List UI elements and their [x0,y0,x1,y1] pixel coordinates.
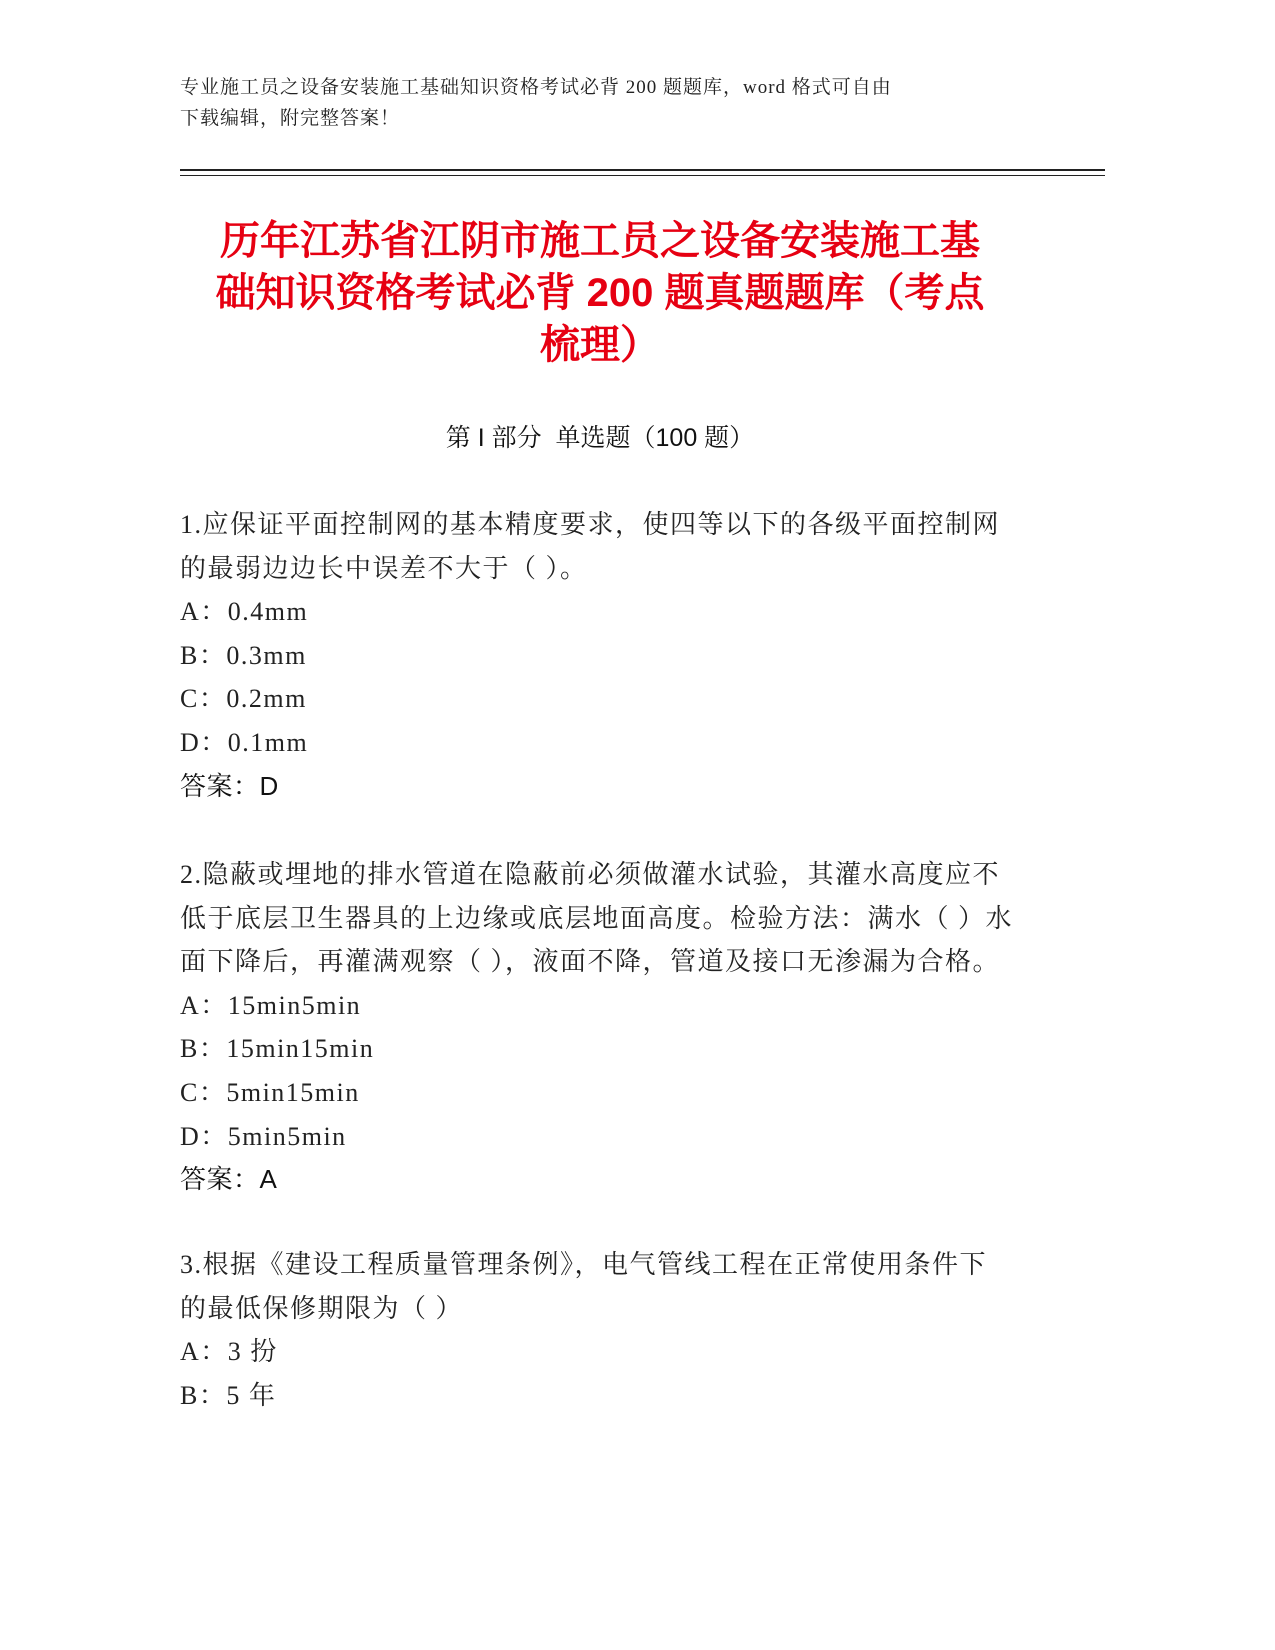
answer-label: 答案：A [180,1164,278,1195]
question-2 [180,853,1080,1202]
option-a: A：15min5min [180,990,362,1020]
option-b: B：5 年 [180,1380,277,1410]
question-stem-line: 面下降后，再灌满观察（ ），液面不降，管道及接口无渗漏为合格。 [180,947,1001,977]
page-title [180,215,1020,371]
question-stem-line: 的最低保修期限为（ ） [180,1293,464,1323]
option-d: D：5min5min [180,1121,347,1151]
option-b: B：0.3mm [180,640,307,670]
question-1 [180,503,1080,808]
double-rule-divider [180,169,1105,176]
answer-label: 答案：D [180,770,279,801]
question-stem-line: 的最弱边边长中误差不大于（ ）。 [180,553,588,583]
question-stem-line: 2.隐蔽或埋地的排水管道在隐蔽前必须做灌水试验，其灌水高度应不 [180,860,1001,889]
section-heading: 第 I 部分 单选题（100 题） [445,424,755,452]
header-note-line: 下载编辑，附完整答案！ [180,108,401,129]
option-c: C：5min15min [180,1077,360,1107]
question-stem-line: 低于底层卫生器具的上边缘或底层地面高度。检验方法：满水（ ）水 [180,903,1014,933]
question-stem-line: 1.应保证平面控制网的基本精度要求，使四等以下的各级平面控制网 [180,510,1001,539]
question-3 [180,1243,1080,1417]
page-title-line: 础知识资格考试必背 200 题真题题库（考点 [215,271,985,315]
header-note-line: 专业施工员之设备安装施工基础知识资格考试必背 200 题题库，word 格式可自由 [180,77,892,98]
page-title-line: 梳理） [540,323,660,367]
option-b: B：15min15min [180,1034,375,1064]
option-a: A：3 扮 [180,1337,278,1367]
option-a: A：0.4mm [180,597,309,627]
page-title-line: 历年江苏省江阴市施工员之设备安装施工基 [220,219,980,263]
option-c: C：0.2mm [180,684,307,714]
option-d: D：0.1mm [180,727,309,757]
header-note [180,72,1100,134]
question-stem-line: 3.根据《建设工程质量管理条例》，电气管线工程在正常使用条件下 [180,1250,988,1279]
